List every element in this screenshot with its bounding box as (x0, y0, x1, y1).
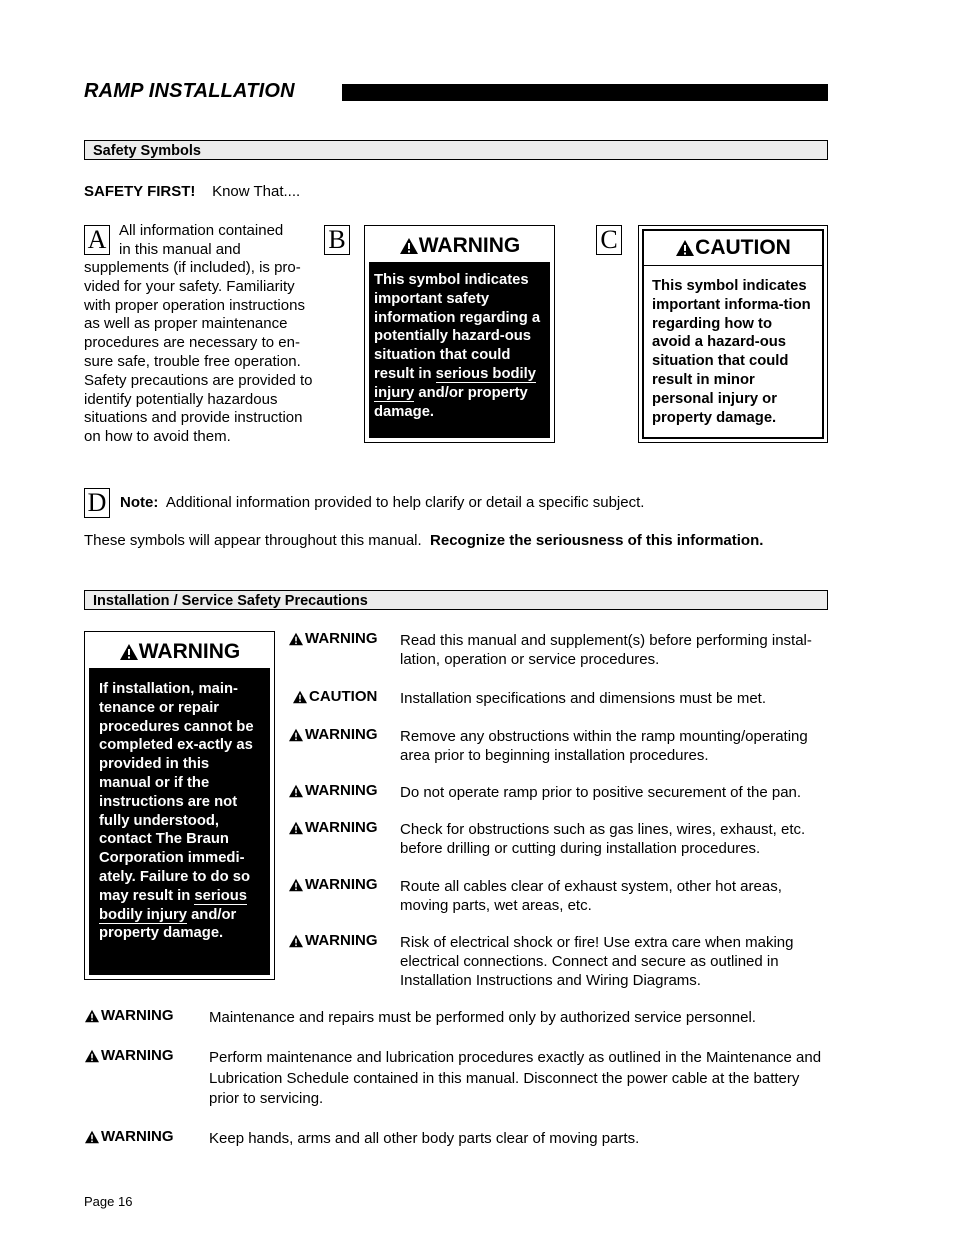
precaution-label: WARNING (288, 630, 378, 647)
note-label: Note: (120, 494, 159, 511)
section-header-precautions: Installation / Service Safety Precautions (84, 590, 828, 610)
symbol-a-text: supplements (if included), is pro-vided for your safety. Familiarity with proper operation instructions as well as proper maintenance procedures are necessary to en-sure safe, trouble free operation. Safety precautions are provided to identify potentially hazardous situations and provide instruction on how to avoid them. (84, 259, 313, 446)
warning-triangle-icon (399, 237, 419, 255)
precautions-warning-box (84, 631, 275, 980)
symbol-d-letter: D (84, 488, 110, 518)
warning-triangle-icon (288, 784, 304, 798)
note-text: Additional information provided to help clarify or detail a specific subject. (165, 494, 645, 511)
precaution-text: Read this manual and supplement(s) before performing instal-lation, operation or service procedures. (400, 632, 812, 668)
general-warning-label: WARNING (84, 1047, 174, 1064)
precautions-warning-text: If installation, main-tenance or repair procedures cannot be completed ex-actly as provided in this manual or if the instructions are not fully understood, contact The Braun Corporation immedi-ately. Failure to do so may result in serious bodily injury and/or property damage. (99, 681, 254, 942)
precaution-text: Route all cables clear of exhaust system, other hot areas, moving parts, wet areas, etc. (400, 878, 782, 914)
title-rule (342, 84, 828, 101)
precaution-label: WARNING (288, 932, 378, 949)
warning-triangle-icon (288, 878, 304, 892)
warning-triangle-icon (292, 690, 308, 704)
general-warning-text: Maintenance and repairs must be performed only by authorized service personnel. (209, 1009, 756, 1026)
underlined-phrase: serious bodily injury (374, 365, 536, 401)
symbol-c-letter: C (596, 225, 622, 255)
summary-emphasis: Recognize the seriousness of this information. (430, 532, 764, 549)
precaution-text: Check for obstructions such as gas lines, wires, exhaust, etc. before drilling or cutting during installation procedures. (400, 821, 806, 857)
symbol-a-line2: in this manual and (119, 241, 241, 258)
symbol-a-line1: All information contained (119, 222, 284, 239)
warning-symbol-text: This symbol indicates important safety information regarding a potentially hazard-ous situation that could result in serious bodily injury and/or property damage. (374, 272, 541, 420)
precaution-label: WARNING (288, 819, 378, 836)
page-title: RAMP INSTALLATION (84, 80, 295, 102)
precaution-text: Remove any obstructions within the ramp mounting/operating area prior to beginning installation procedures. (400, 728, 808, 764)
symbol-b-letter: B (324, 225, 350, 255)
page-number: Page 16 (84, 1194, 133, 1209)
general-warning-label: WARNING (84, 1007, 174, 1024)
safety-first-line (84, 182, 300, 201)
note-line (120, 493, 820, 512)
precautions-warning-heading: WARNING (89, 636, 270, 668)
precaution-label: CAUTION (292, 688, 377, 705)
underlined-phrase: serious bodily injury (99, 887, 248, 923)
caution-symbol-heading: CAUTION (644, 231, 822, 266)
precaution-text: Do not operate ramp prior to positive securement of the pan. (400, 784, 802, 801)
warning-triangle-icon (288, 728, 304, 742)
general-warning-text: Perform maintenance and lubrication procedures exactly as outlined in the Maintenance and Lubrication Schedule contained in this manual. Disconnect the power cable at the battery prior to servicing. (209, 1049, 822, 1107)
warning-triangle-icon (288, 632, 304, 646)
symbol-a-letter: A (84, 225, 110, 255)
precaution-label: WARNING (288, 876, 378, 893)
precaution-label: WARNING (288, 726, 378, 743)
symbols-summary: These symbols will appear throughout this manual. Recognize the seriousness of this information. (84, 532, 764, 549)
precaution-text: Risk of electrical shock or fire! Use extra care when making electrical connections. Connect and secure as outlined in Installation Instructions and Wiring Diagrams. (400, 934, 794, 989)
caution-symbol-text: This symbol indicates important informa-tion regarding how to avoid a hazard-ous situation that could result in minor personal injury or property damage. (652, 278, 811, 426)
warning-symbol-heading: WARNING (369, 230, 550, 262)
warning-triangle-icon (119, 643, 139, 661)
safety-first-label: SAFETY FIRST! (84, 183, 196, 200)
warning-triangle-icon (84, 1009, 100, 1023)
warning-triangle-icon (675, 239, 695, 257)
warning-triangle-icon (288, 934, 304, 948)
warning-triangle-icon (84, 1049, 100, 1063)
warning-triangle-icon (84, 1130, 100, 1144)
warning-triangle-icon (288, 821, 304, 835)
precaution-text: Installation specifications and dimensions must be met. (400, 690, 767, 707)
general-warning-text: Keep hands, arms and all other body parts clear of moving parts. (209, 1130, 640, 1147)
section-header-safety-symbols: Safety Symbols (84, 140, 828, 160)
warning-symbol-box (364, 225, 555, 443)
know-that-text: Know That.... (212, 183, 301, 200)
general-warning-label: WARNING (84, 1128, 174, 1145)
caution-symbol-box (638, 225, 828, 443)
precaution-label: WARNING (288, 782, 378, 799)
